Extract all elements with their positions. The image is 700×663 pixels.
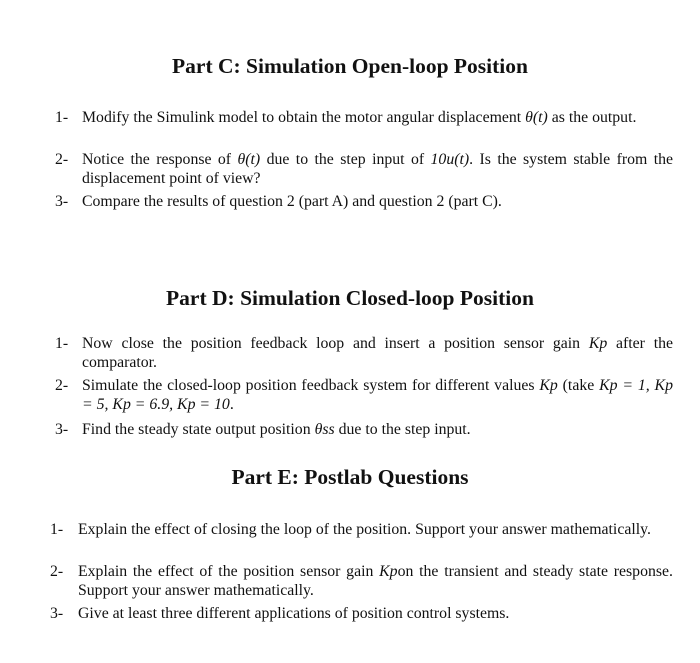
list-item: [50, 604, 673, 623]
item-text: Compare the results of question 2 (part A) and question 2 (part C).: [82, 193, 502, 210]
item-text: Notice the response of: [82, 151, 238, 168]
item-number: 2-: [50, 563, 64, 580]
item-number: 3-: [50, 605, 64, 622]
item-text: .: [229, 396, 234, 413]
math-expression: Kp: [379, 563, 398, 580]
item-number: 1-: [50, 521, 64, 538]
list-item: [55, 108, 673, 150]
math-expression: Kp: [588, 335, 608, 352]
part-e-list: [50, 520, 673, 623]
item-text: on the transient and steady state response. Support your answer mathematically.: [78, 563, 673, 599]
item-text: due to the step input of: [260, 151, 431, 168]
part-d-title: Part D: Simulation Closed-loop Position: [166, 286, 534, 310]
item-text: after the comparator.: [82, 335, 673, 371]
list-item: [55, 420, 673, 439]
item-text: Modify the Simulink model to obtain the motor angular displacement: [82, 109, 526, 126]
item-text: due to the step input.: [334, 421, 471, 438]
part-d-list: [55, 334, 673, 439]
math-expression: θ(t): [237, 151, 261, 168]
math-expression: θss: [314, 421, 335, 438]
item-text: Find the steady state output position: [82, 421, 315, 438]
math-expression: θ(t): [525, 109, 548, 126]
list-item: [55, 376, 673, 420]
list-item: [50, 520, 673, 562]
math-expression: 10u(t): [430, 151, 470, 168]
item-text: Give at least three different applications of position control systems.: [78, 605, 510, 622]
list-item: [50, 562, 673, 604]
item-number: 2-: [55, 377, 69, 394]
math-expression: Kp = 1, Kp = 5, Kp = 6.9, Kp = 10: [82, 377, 673, 413]
item-number: 1-: [55, 335, 69, 352]
item-number: 1-: [55, 109, 69, 126]
part-c-title: Part C: Simulation Open-loop Position: [172, 54, 528, 78]
item-text: as the output.: [547, 109, 637, 126]
part-c-list: [55, 108, 673, 211]
item-text: Explain the effect of the position sensor gain: [78, 563, 380, 580]
list-item: [55, 150, 673, 192]
item-number: 3-: [55, 421, 69, 438]
list-item: [55, 334, 673, 376]
item-text: Now close the position feedback loop and insert a position sensor gain: [82, 335, 589, 352]
item-text: . Is the system stable from the displacement point of view?: [82, 151, 673, 187]
item-text: Explain the effect of closing the loop of the position. Support your answer mathematically.: [78, 521, 651, 538]
item-number: 2-: [55, 151, 69, 168]
item-text: (take: [557, 377, 600, 394]
list-item: [55, 192, 673, 211]
part-e-title: Part E: Postlab Questions: [231, 465, 469, 489]
item-number: 3-: [55, 193, 69, 210]
item-text: Simulate the closed-loop position feedback system for different values: [82, 377, 540, 394]
math-expression: Kp: [539, 377, 558, 394]
